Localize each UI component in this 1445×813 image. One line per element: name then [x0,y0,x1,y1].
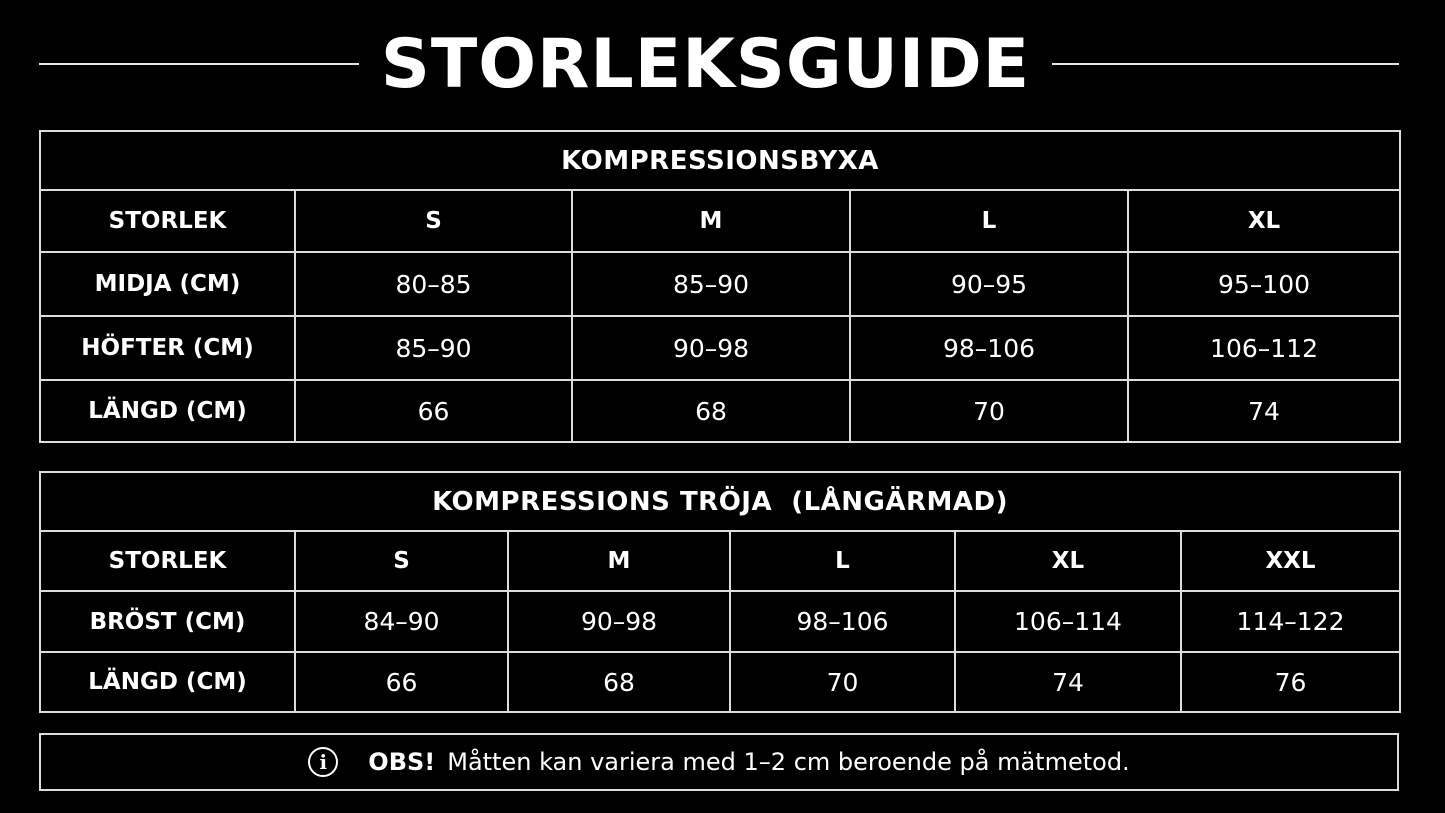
note-text: Måtten kan variera med 1–2 cm beroende på mätmetod. [447,748,1130,776]
shirt-header-label: STORLEK [40,531,295,591]
shirt-size-xl: XL [955,531,1181,591]
table-row [40,252,1400,316]
pants-size-s: S [295,190,572,252]
table-cell: 76 [1181,652,1400,712]
table-cell: 80–85 [295,252,572,316]
pants-header-label: STORLEK [40,190,295,252]
table-cell: 70 [850,380,1128,442]
table-cell: 84–90 [295,591,508,652]
shirt-row-label-chest: BRÖST (CM) [40,591,295,652]
table-cell: 74 [1128,380,1400,442]
table-cell: 85–90 [295,316,572,380]
title-divider-right [1052,63,1399,65]
shirt-size-xxl: XXL [1181,531,1400,591]
shirt-size-l: L [730,531,955,591]
table-cell: 106–112 [1128,316,1400,380]
table-cell: 68 [508,652,730,712]
pants-size-m: M [572,190,850,252]
pants-size-table [39,130,1401,443]
table-row [40,380,1400,442]
shirt-size-s: S [295,531,508,591]
shirt-size-table [39,471,1401,713]
table-cell: 90–98 [572,316,850,380]
table-cell: 98–106 [730,591,955,652]
info-icon: i [308,747,338,777]
shirt-table-caption: KOMPRESSIONS TRÖJA (LÅNGÄRMAD) [40,472,1400,531]
pants-row-label-waist: MIDJA (CM) [40,252,295,316]
table-cell: 85–90 [572,252,850,316]
table-cell: 95–100 [1128,252,1400,316]
pants-size-l: L [850,190,1128,252]
table-row [40,652,1400,712]
table-cell: 90–95 [850,252,1128,316]
page-title: STORLEKSGUIDE [380,25,1031,104]
table-cell: 98–106 [850,316,1128,380]
shirt-size-m: M [508,531,730,591]
table-cell: 70 [730,652,955,712]
table-cell: 74 [955,652,1181,712]
table-row [40,591,1400,652]
table-cell: 114–122 [1181,591,1400,652]
pants-row-label-length: LÄNGD (CM) [40,380,295,442]
measurement-note [39,733,1399,791]
table-cell: 66 [295,652,508,712]
table-cell: 68 [572,380,850,442]
table-cell: 106–114 [955,591,1181,652]
pants-size-xl: XL [1128,190,1400,252]
shirt-row-label-length: LÄNGD (CM) [40,652,295,712]
title-divider-left [39,63,359,65]
table-cell: 90–98 [508,591,730,652]
pants-row-label-hips: HÖFTER (CM) [40,316,295,380]
table-row [40,316,1400,380]
title-area [0,0,1445,130]
pants-table-caption: KOMPRESSIONSBYXA [40,131,1400,190]
table-cell: 66 [295,380,572,442]
note-label: OBS! [368,748,436,776]
